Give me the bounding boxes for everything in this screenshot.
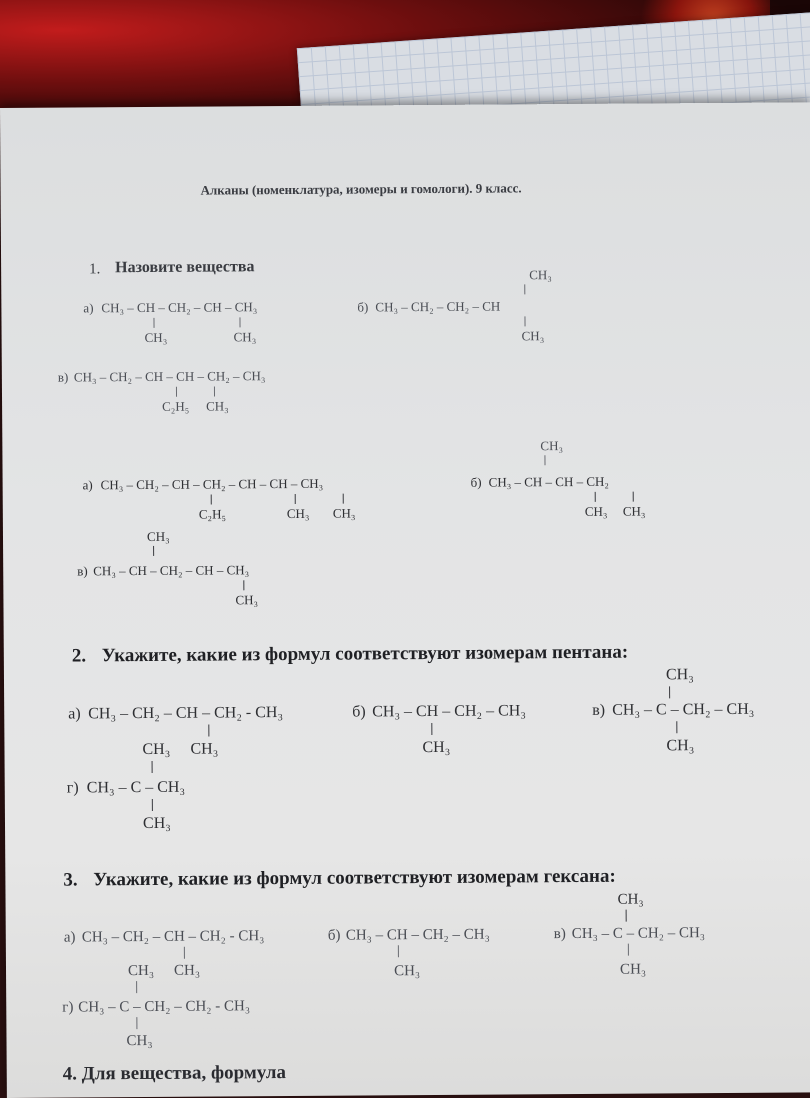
bond-line [152,761,153,773]
bond-line [153,318,154,328]
task2-v-label: в) [592,701,606,719]
task1-v-substituent: C₂H₅ [162,398,190,414]
task1b-a-substituent: C₂H₅ [198,506,227,522]
bond-line [136,981,137,993]
task2-b-formula: CH₃ – CH – CH₂ – CH₃ [372,702,526,721]
bond-line [431,723,432,735]
task2-v-formula: CH₃ – C – CH₂ – CH₃ [612,700,755,719]
task1-a-substituent: CH₃ [233,329,257,345]
task3-b-substituent: CH₃ [393,963,421,980]
bond-line [176,387,177,397]
bond-line [676,721,677,733]
task3-g-formula: CH₃ – C – CH₂ – CH₂ - CH₃ [78,998,251,1016]
task3-a-substituent: CH₃ [173,962,201,979]
task3-number: 3. [63,869,78,891]
task1-heading: Назовите вещества [115,258,255,277]
task1-number: 1. [89,261,101,278]
task2-g-label: г) [66,779,79,797]
task1-v-label: в) [57,369,69,385]
task1-b-top-substituent: CH₃ [529,267,552,283]
task3-a-formula: CH₃ – CH₂ – CH – CH₂ - CH₃ [81,928,265,946]
task1b-v-bottom-substituent: CH₃ [235,592,259,608]
bond-line [152,799,153,811]
task1b-a-label: а) [82,477,93,493]
task2-heading: Укажите, какие из формул соответствуют изомерам пентана: [101,641,629,667]
bond-line [208,725,209,737]
task3-g-label: г) [62,999,74,1016]
task1b-b-top-substituent: CH₃ [540,438,564,454]
page-title: Алканы (номенклатура, изомеры и гомологи). 9 класс. [200,180,522,198]
task1b-v-formula: CH₃ – CH – CH₂ – CH – CH₃ [93,562,250,579]
task1b-a-substituent: CH₃ [286,505,310,522]
bond-line [243,580,244,590]
task1-a-label: а) [83,300,94,316]
task2-g-formula: CH₃ – C – CH₃ [86,778,186,797]
task2-a-substituent: CH₃ [142,740,171,759]
task1b-a-substituent: CH₃ [332,505,356,521]
bond-line [343,494,344,504]
bond-line [524,316,525,326]
task3-a-substituent: CH₃ [127,962,155,980]
task3-v-formula: CH₃ – C – CH₂ – CH₃ [571,925,706,943]
bond-line [628,944,629,956]
task1b-b-label: б) [470,474,482,490]
task1-b-formula: CH₃ – CH₂ – CH₂ – CH [375,298,501,315]
bond-line [239,317,240,327]
task1b-a-formula: CH₃ – CH₂ – CH – CH₂ – CH – CH – CH₃ [100,475,324,493]
task2-b-label: б) [352,703,366,721]
bond-line [544,455,545,465]
worksheet-page [0,102,810,1098]
bond-line [669,686,670,698]
task1-a-substituent: CH₃ [144,329,168,345]
task1b-v-label: в) [77,563,88,579]
task1-v-substituent: CH₃ [206,398,229,414]
task2-a-label: а) [68,705,81,723]
task1-a-formula: CH₃ – CH – CH₂ – CH – CH₃ [101,299,258,316]
bond-line [295,494,296,504]
task2-v-bottom-substituent: CH₃ [666,737,695,755]
task2-number: 2. [71,645,87,667]
task3-b-formula: CH₃ – CH – CH₂ – CH₃ [345,926,490,944]
task2-g-substituent: CH₃ [142,814,171,833]
task1b-b-substituent: CH₃ [584,503,608,519]
bond-line [398,945,399,957]
task3-g-substituent: CH₃ [126,1032,153,1050]
bond-line [633,492,634,502]
task1b-b-substituent: CH₃ [622,503,646,519]
bond-line [184,947,185,959]
task3-v-label: в) [553,926,566,943]
task3-a-label: а) [63,929,76,946]
bond-line [153,546,154,556]
bond-line [524,284,525,294]
bond-line [211,495,212,505]
bond-line [214,387,215,397]
task1-b-label: б) [357,299,369,315]
task1-b-bottom-substituent: CH₃ [521,328,545,344]
task3-v-top-substituent: CH₃ [617,891,644,908]
bond-line [626,910,627,922]
task1b-v-top-substituent: CH₃ [146,528,170,544]
task2-a-substituent: CH₃ [190,740,219,758]
bond-line [136,1017,137,1029]
task1-v-formula: CH₃ – CH₂ – CH – CH – CH₂ – CH₃ [73,368,266,385]
task2-v-top-substituent: CH₃ [665,666,694,684]
task3-b-label: б) [327,927,341,944]
bond-line [595,492,596,502]
task2-a-formula: CH₃ – CH₂ – CH – CH₂ - CH₃ [88,704,284,723]
task1b-b-formula: CH₃ – CH – CH – CH₂ [488,473,609,490]
task2-b-substituent: CH₃ [422,738,451,757]
task3-heading: Укажите, какие из формул соответствуют изомерам гексана: [93,865,616,891]
task4-heading: 4. Для вещества, формула [62,1062,287,1085]
task3-v-bottom-substituent: CH₃ [619,961,647,978]
